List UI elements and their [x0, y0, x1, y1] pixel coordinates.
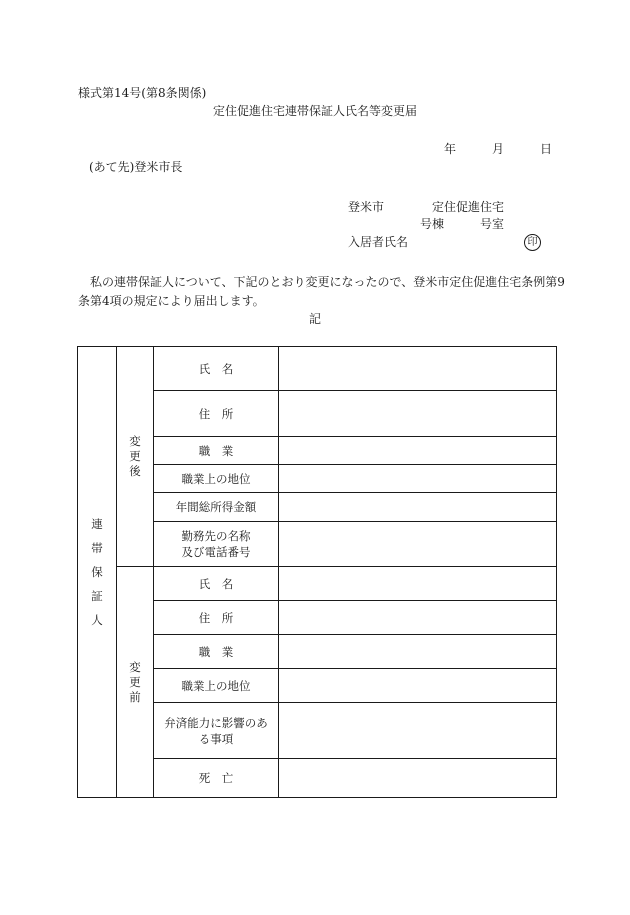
after-change-label-char: 変	[129, 434, 141, 448]
applicant-room: 号室	[480, 217, 505, 231]
notice-paragraph	[78, 273, 565, 311]
table-row	[78, 567, 557, 601]
field-label	[154, 391, 279, 437]
applicant-housing: 定住促進住宅	[432, 200, 505, 214]
field-label	[154, 437, 279, 465]
field-label	[154, 669, 279, 703]
field-label-text: 氏 名	[198, 576, 234, 591]
date-day: 日	[540, 142, 553, 156]
guarantor-change-table	[77, 346, 557, 798]
guarantor-group-cell	[78, 347, 117, 798]
field-label-line: る事項	[198, 731, 234, 746]
field-label-text: 職 業	[198, 644, 234, 659]
field-value[interactable]	[279, 347, 557, 391]
before-change-label-char: 前	[129, 689, 141, 704]
guarantor-group-label-char: 証	[91, 589, 103, 603]
after-change-label-char: 後	[129, 464, 141, 478]
field-value[interactable]	[279, 493, 557, 522]
field-value[interactable]	[279, 567, 557, 601]
notice-line-1: 私の連帯保証人について、下記のとおり変更になったので、登米市定住促進住宅条例第9	[90, 275, 565, 289]
addressee: (あて先)登米市長	[89, 160, 183, 174]
field-label	[154, 703, 279, 759]
document-title: 定住促進住宅連帯保証人氏名等変更届	[213, 104, 418, 118]
field-label-text: 死 亡	[198, 771, 234, 785]
before-change-label-char: 変	[129, 659, 141, 674]
field-label	[154, 601, 279, 635]
field-label-line: 及び電話番号	[181, 545, 251, 559]
field-label-text: 年間総所得金額	[175, 500, 257, 514]
field-value[interactable]	[279, 437, 557, 465]
field-value[interactable]	[279, 522, 557, 567]
field-label-text: 住 所	[198, 406, 234, 421]
before-change-cell	[117, 567, 154, 798]
field-value[interactable]	[279, 669, 557, 703]
guarantor-group-label-char: 保	[91, 565, 103, 579]
guarantor-group-label	[90, 512, 104, 632]
field-label	[154, 347, 279, 391]
field-value[interactable]	[279, 703, 557, 759]
resident-name-label: 入居者氏名	[348, 235, 409, 249]
field-label	[154, 759, 279, 798]
date-year: 年	[444, 142, 457, 156]
field-value[interactable]	[279, 601, 557, 635]
field-value[interactable]	[279, 391, 557, 437]
guarantor-group-label-char: 人	[91, 613, 103, 627]
field-value[interactable]	[279, 635, 557, 669]
field-label	[154, 635, 279, 669]
guarantor-group-label-char: 帯	[91, 541, 103, 555]
after-change-label-char: 更	[129, 449, 141, 463]
ki-heading: 記	[309, 312, 322, 326]
field-label-text: 職業上の地位	[181, 471, 251, 486]
field-value[interactable]	[279, 465, 557, 493]
guarantor-group-label-char: 連	[91, 517, 103, 531]
field-label	[154, 567, 279, 601]
field-label-text: 職業上の地位	[181, 678, 251, 693]
field-label-line: 弁済能力に影響のあ	[164, 715, 268, 730]
before-change-label-char: 更	[129, 674, 141, 689]
after-change-label	[128, 434, 142, 479]
before-change-label	[128, 660, 142, 705]
after-change-cell	[117, 347, 154, 567]
notice-line-2: 条第4項の規定により届出します。	[78, 294, 265, 308]
field-label-line: 勤務先の名称	[181, 529, 251, 543]
table-row	[78, 347, 557, 391]
field-label-text: 氏 名	[198, 361, 234, 376]
applicant-building: 号棟	[420, 217, 445, 231]
field-label-text: 職 業	[198, 443, 234, 458]
seal-mark: 印	[524, 234, 541, 251]
field-value[interactable]	[279, 759, 557, 798]
field-label	[154, 493, 279, 522]
field-label	[154, 522, 279, 567]
field-label-text: 住 所	[198, 610, 234, 625]
applicant-city: 登米市	[348, 200, 385, 214]
form-number: 様式第14号(第8条関係)	[78, 86, 207, 100]
field-label	[154, 465, 279, 493]
date-month: 月	[492, 142, 505, 156]
